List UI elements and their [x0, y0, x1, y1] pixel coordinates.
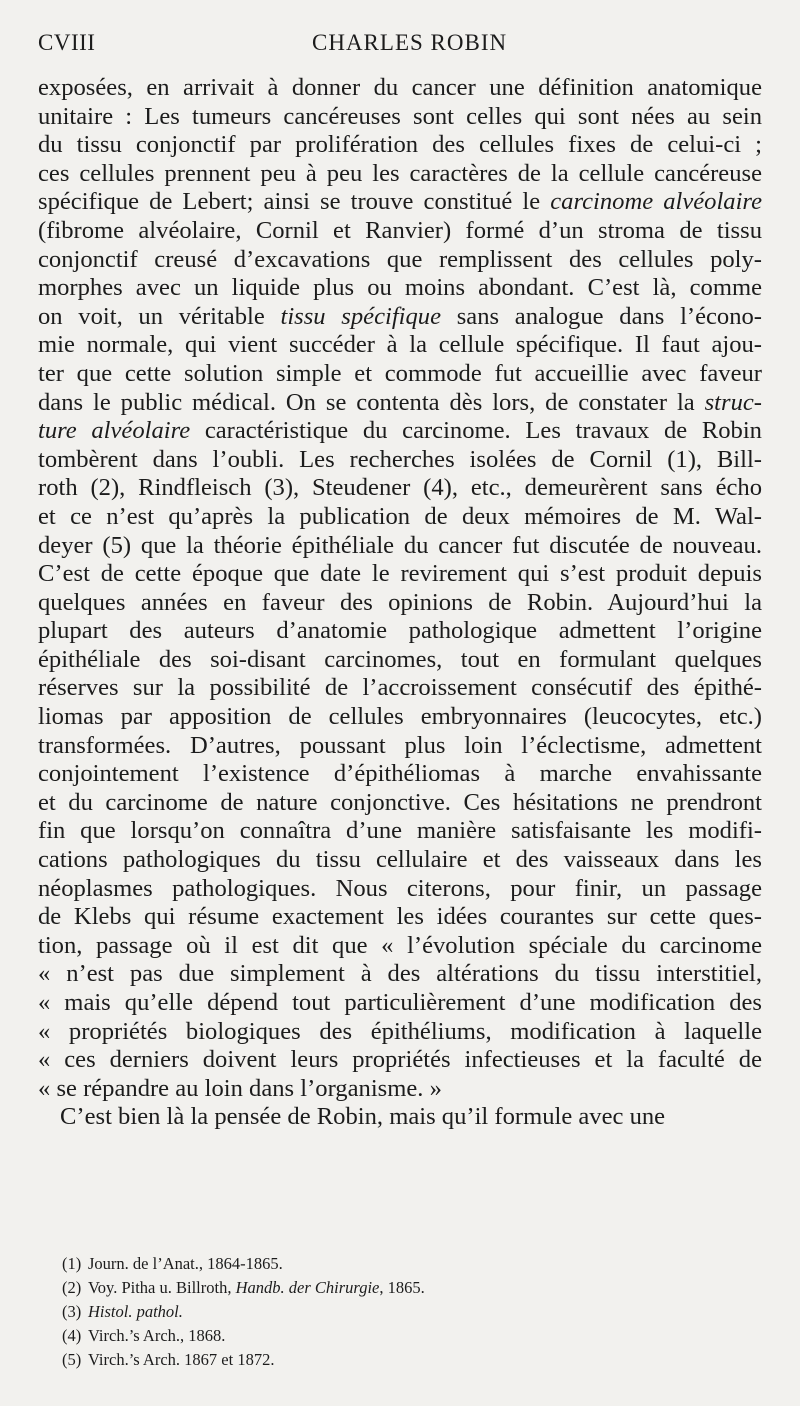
text-segment: sans analogue dans l’écono- [441, 302, 762, 330]
text-segment: « mais qu’elle dépend tout particulièrement d’une modification des [38, 989, 762, 1016]
text-line [38, 389, 762, 418]
text-segment: liomas par apposition de cellules embryonnaires (leucocytes, etc.) [38, 703, 762, 731]
text-line [38, 732, 762, 761]
footnote-text: Virch.’s Arch. 1867 et 1872. [88, 1350, 275, 1369]
text-segment: épithéliale des soi-disant carcinomes, tout en formulant quelques [38, 645, 762, 673]
text-segment: exposées, en arrivait à donner du cancer une définition anatomique [38, 74, 762, 101]
footnote [62, 1276, 662, 1300]
footnote-label: (1) [62, 1254, 82, 1273]
footnote-italic-text: Histol. pathol. [88, 1302, 183, 1321]
text-segment: dans le public médical. On se contenta dès lors, de constater la [38, 388, 705, 416]
text-line [38, 589, 762, 618]
footnote-text: , 1865. [379, 1278, 425, 1297]
text-segment: conjointement l’existence d’épithéliomas à marche envahissante [38, 760, 762, 788]
italic-text: ture alvéolaire [38, 417, 191, 445]
text-line [38, 617, 762, 646]
italic-text: tissu spécifique [280, 302, 442, 330]
text-line [38, 217, 762, 246]
footnote [62, 1300, 662, 1324]
text-line [38, 1103, 762, 1132]
footnotes [62, 1252, 662, 1372]
page-number: CVIII [38, 30, 96, 55]
text-segment: quelques années en faveur des opinions de Robin. Aujourd’hui la [38, 588, 762, 616]
text-line [38, 160, 762, 189]
text-line [38, 103, 762, 132]
footnote [62, 1324, 662, 1348]
text-segment: roth (2), Rindfleisch (3), Steudener (4), etc., demeurèrent sans écho [38, 474, 762, 502]
body-text [38, 74, 762, 1132]
footnote-label: (3) [62, 1302, 82, 1321]
text-segment: (fibrome alvéolaire, Cornil et Ranvier) formé d’un stroma de tissu [38, 216, 762, 244]
text-segment: ces cellules prennent peu à peu les caractères de la cellule cancéreuse [38, 159, 762, 187]
text-segment: transformées. D’autres, poussant plus loin l’éclectisme, admettent [38, 731, 762, 759]
text-line [38, 532, 762, 561]
text-segment: caractéristique du carcinome. Les travaux de Robin [190, 417, 762, 445]
text-segment: cations pathologiques du tissu cellulaire et des vaisseaux dans les [38, 846, 762, 874]
text-segment: conjonctif creusé d’excavations que remplissent des cellules poly- [38, 245, 762, 273]
text-line [38, 960, 762, 989]
text-segment: fin que lorsqu’on connaîtra d’une manière satisfaisante les modifi- [38, 817, 762, 845]
text-line [38, 875, 762, 904]
footnote-italic-text: Handb. der Chirurgie [235, 1278, 380, 1297]
footnote-text: Virch.’s Arch., 1868. [88, 1326, 226, 1345]
text-segment: deyer (5) que la théorie épithéliale du cancer fut discutée de nouveau. [38, 531, 762, 559]
text-line [38, 674, 762, 703]
text-line [38, 846, 762, 875]
italic-text: struc- [704, 388, 762, 416]
text-segment: « n’est pas due simplement à des altérations du tissu interstitiel, [38, 960, 762, 988]
text-line [38, 789, 762, 818]
text-line [38, 1018, 762, 1047]
running-title: CHARLES ROBIN [312, 30, 508, 55]
text-line [38, 817, 762, 846]
text-segment: néoplasmes pathologiques. Nous citerons, pour finir, un passage [38, 874, 762, 902]
text-line [38, 903, 762, 932]
footnote-label: (2) [62, 1278, 82, 1297]
text-segment: plupart des auteurs d’anatomie pathologique admettent l’origine [38, 617, 762, 645]
text-segment: tion, passage où il est dit que « l’évolution spéciale du carcinome [38, 931, 762, 959]
footnote [62, 1348, 662, 1372]
text-line [38, 560, 762, 589]
text-segment: ter que cette solution simple et commode fut accueillie avec faveur [38, 359, 762, 387]
text-line [38, 446, 762, 475]
text-line [38, 131, 762, 160]
italic-text: carcinome alvéolaire [550, 188, 762, 216]
text-segment: unitaire : Les tumeurs cancéreuses sont celles qui sont nées au sein [38, 102, 762, 130]
text-line [38, 474, 762, 503]
text-line [38, 274, 762, 303]
text-segment: C’est de cette époque que date le revirement qui s’est produit depuis [38, 560, 762, 588]
text-segment: et du carcinome de nature conjonctive. Ces hésitations ne prendront [38, 788, 762, 816]
text-segment: réserves sur la possibilité de l’accroissement consécutif des épithé- [38, 674, 762, 702]
text-line [38, 760, 762, 789]
text-segment: tombèrent dans l’oubli. Les recherches isolées de Cornil (1), Bill- [38, 445, 762, 473]
text-line [38, 1075, 762, 1104]
footnote-text: Journ. de l’Anat., 1864-1865. [88, 1254, 283, 1273]
text-segment: du tissu conjonctif par prolifération des cellules fixes de celui-ci ; [38, 131, 762, 159]
text-segment: spécifique de Lebert; ainsi se trouve constitué le [38, 188, 551, 216]
text-line [38, 503, 762, 532]
footnote-label: (5) [62, 1350, 82, 1369]
text-segment: morphes avec un liquide plus ou moins abondant. C’est là, comme [38, 274, 762, 302]
text-line [38, 246, 762, 275]
text-line [38, 188, 762, 217]
footnote [62, 1252, 662, 1276]
page-header [38, 30, 758, 60]
text-line [38, 360, 762, 389]
text-line [38, 331, 762, 360]
text-line [38, 417, 762, 446]
text-line [38, 74, 762, 103]
text-line [38, 646, 762, 675]
text-segment: « ces derniers doivent leurs propriétés infectieuses et la faculté de [38, 1046, 762, 1074]
text-line [38, 989, 762, 1018]
text-segment: mie normale, qui vient succéder à la cellule spécifique. Il faut ajou- [38, 331, 762, 359]
text-segment: « se répandre au loin dans l’organisme. » [38, 1074, 442, 1102]
text-segment: on voit, un véritable [38, 302, 281, 330]
text-segment: « propriétés biologiques des épithéliums, modification à laquelle [38, 1017, 762, 1045]
text-line [38, 303, 762, 332]
text-line [38, 703, 762, 732]
text-segment: et ce n’est qu’après la publication de deux mémoires de M. Wal- [38, 502, 762, 530]
footnote-text: Voy. Pitha u. Billroth, [88, 1278, 236, 1297]
footnote-label: (4) [62, 1326, 82, 1345]
text-line [38, 932, 762, 961]
text-segment: C’est bien là la pensée de Robin, mais qu’il formule avec une [60, 1103, 666, 1131]
text-line [38, 1046, 762, 1075]
text-segment: de Klebs qui résume exactement les idées courantes sur cette ques- [38, 903, 762, 931]
